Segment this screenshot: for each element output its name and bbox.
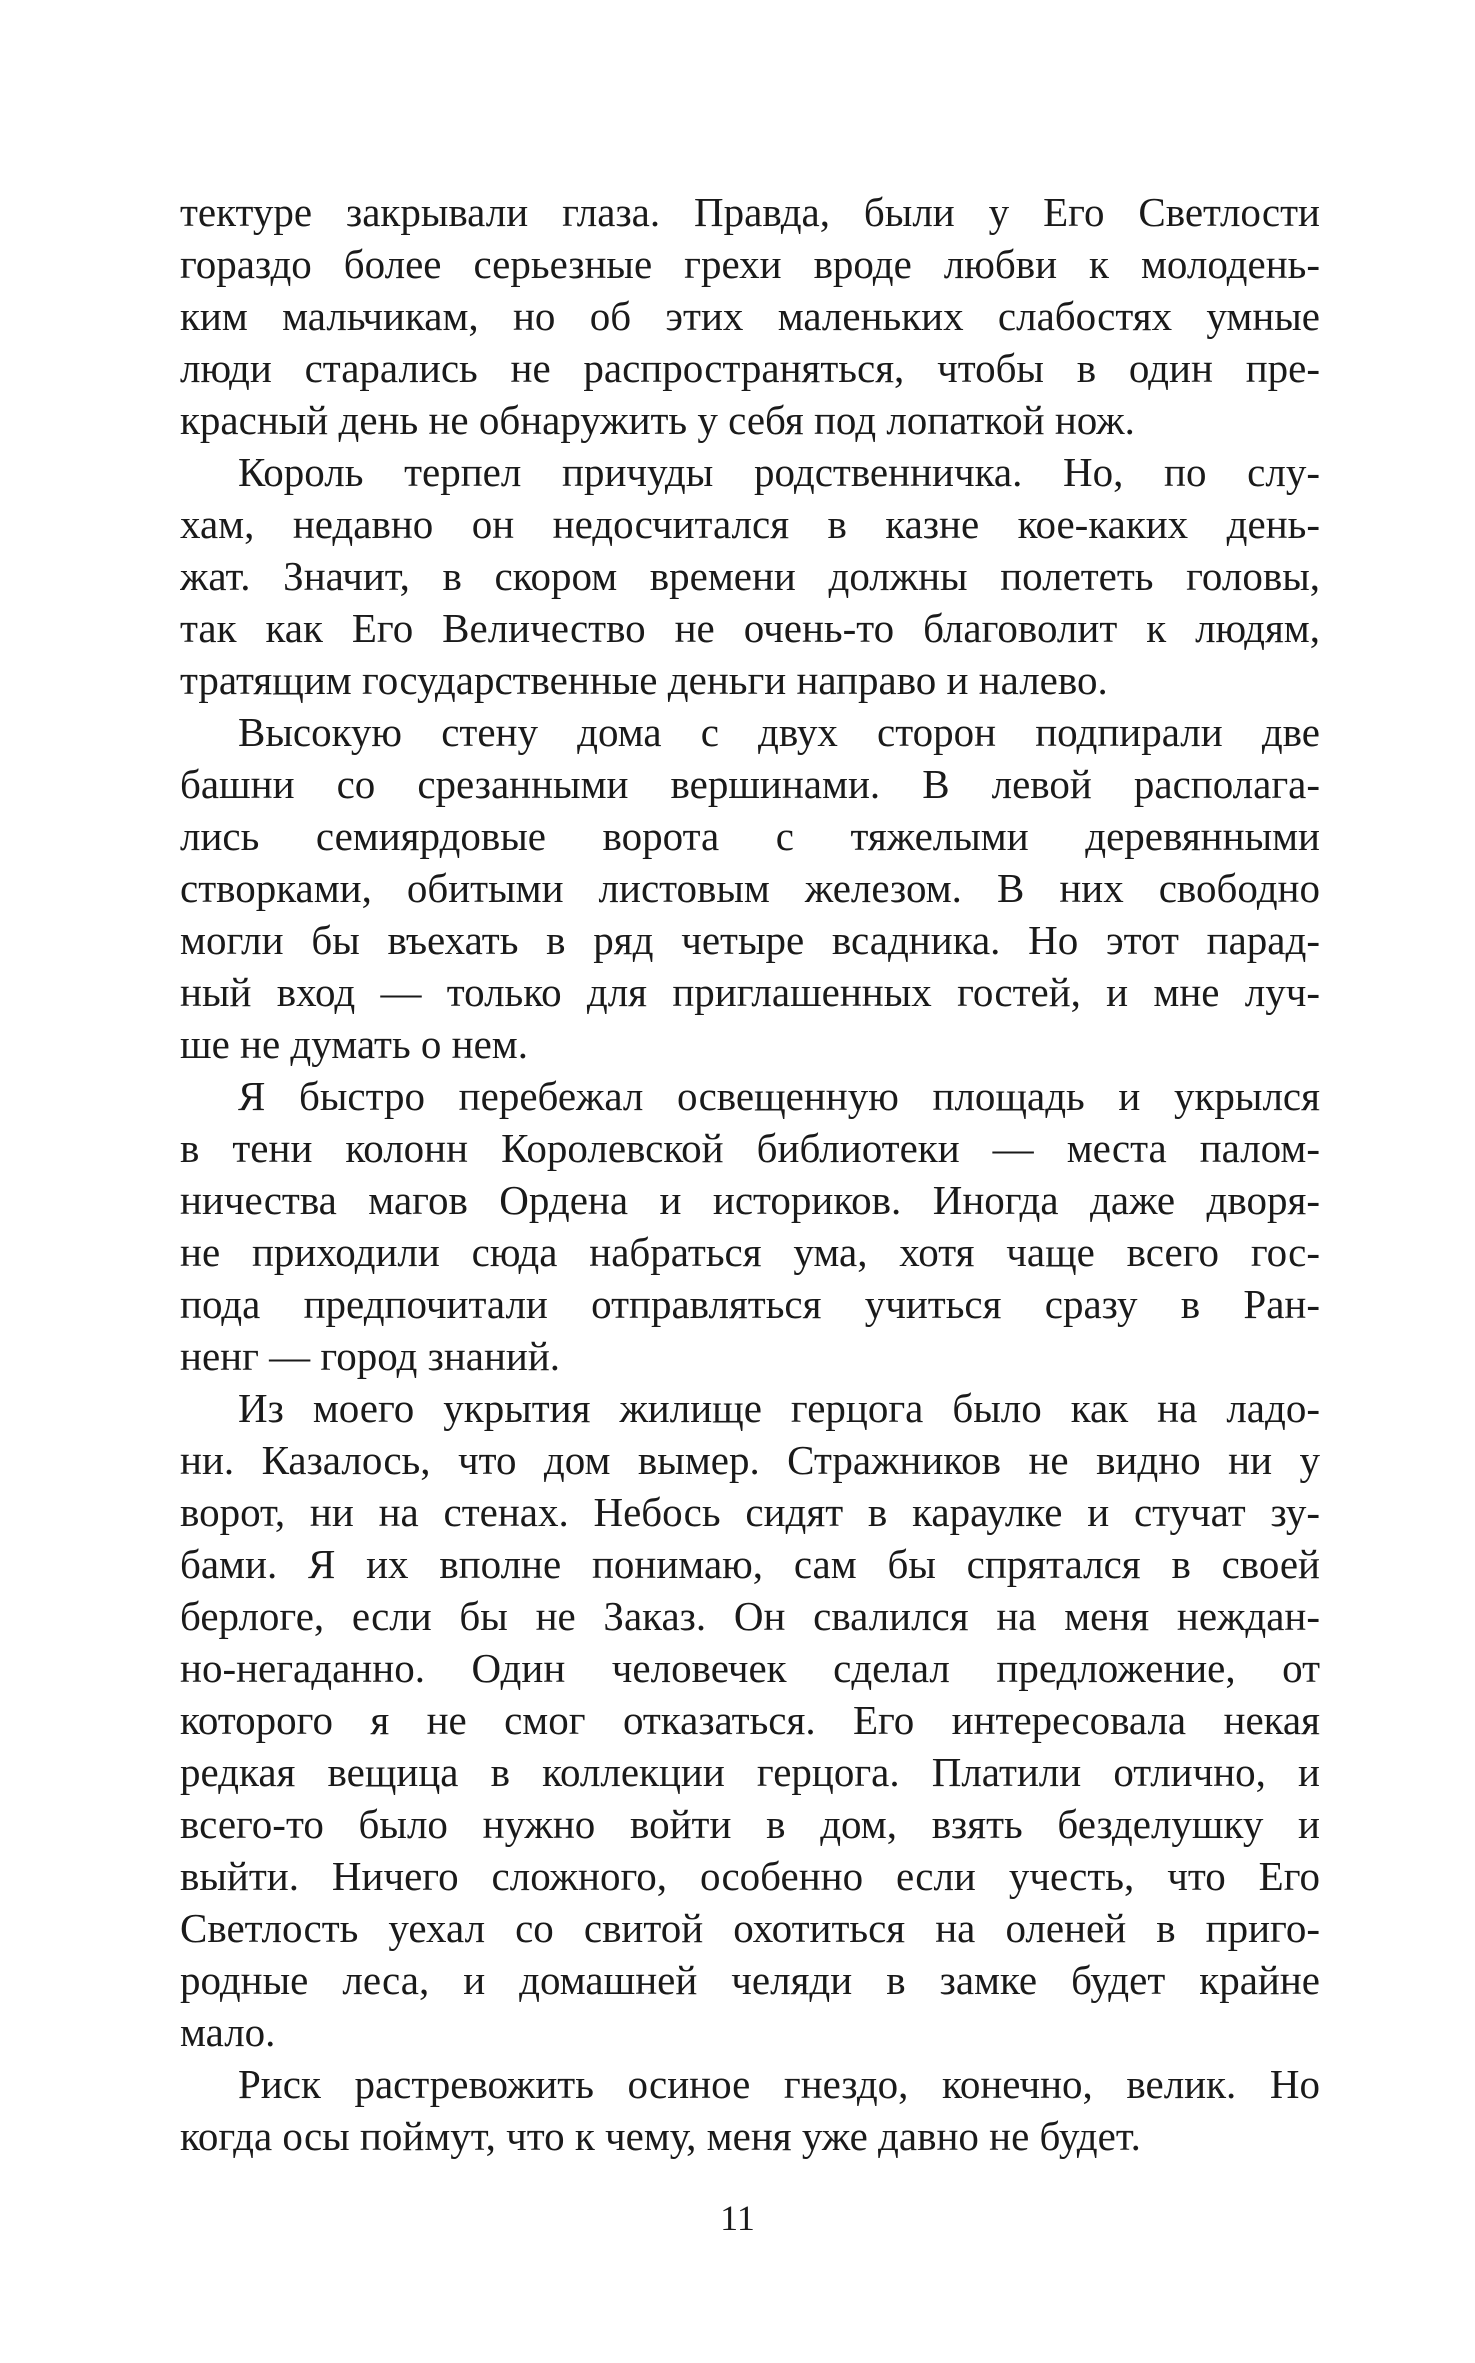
text-line: всего-то было нужно войти в дом, взять безделушку и [180, 1801, 1320, 1847]
text-line: люди старались не распространяться, чтобы в один пре- [180, 345, 1320, 391]
text-line: хам, недавно он недосчитался в казне кое-каких день- [180, 501, 1320, 547]
text-line: жат. Значит, в скором времени должны полететь головы, [180, 553, 1320, 599]
text-line: в тени колонн Королевской библиотеки — места палом- [180, 1125, 1320, 1171]
text-line: когда осы поймут, что к чему, меня уже давно не будет. [180, 2113, 1141, 2159]
page-number: 11 [720, 2198, 755, 2238]
text-line: створками, обитыми листовым железом. В них свободно [180, 865, 1320, 911]
text-line: Риск растревожить осиное гнездо, конечно, велик. Но [238, 2061, 1320, 2107]
paragraph [180, 706, 1320, 1070]
paragraph [180, 2058, 1320, 2162]
text-line: редкая вещица в коллекции герцога. Платили отлично, и [180, 1749, 1320, 1795]
text-line: не приходили сюда набраться ума, хотя чаще всего гос- [180, 1229, 1320, 1275]
text-line: Я быстро перебежал освещенную площадь и укрылся [238, 1073, 1320, 1119]
text-line: которого я не смог отказаться. Его интересовала некая [180, 1697, 1320, 1743]
text-line: но-негаданно. Один человечек сделал предложение, от [180, 1645, 1320, 1691]
text-line: так как Его Величество не очень-то благоволит к людям, [180, 605, 1320, 651]
text-line: выйти. Ничего сложного, особенно если учесть, что Его [180, 1853, 1320, 1899]
text-line: ни. Казалось, что дом вымер. Стражников не видно ни у [180, 1437, 1320, 1483]
paragraph [180, 446, 1320, 706]
text-line: Светлость уехал со свитой охотиться на оленей в приго- [180, 1905, 1320, 1951]
text-line: мало. [180, 2009, 276, 2055]
paragraph [180, 186, 1320, 446]
text-line: ничества магов Ордена и историков. Иногда даже дворя- [180, 1177, 1320, 1223]
text-line: ненг — город знаний. [180, 1333, 561, 1379]
text-line: ким мальчикам, но об этих маленьких слабостях умные [180, 293, 1320, 339]
text-line: родные леса, и домашней челяди в замке будет крайне [180, 1957, 1320, 2003]
text-line: Высокую стену дома с двух сторон подпирали две [238, 709, 1320, 755]
text-line: тектуре закрывали глаза. Правда, были у Его Светлости [180, 189, 1320, 235]
page-text [180, 186, 1320, 2162]
text-line: Из моего укрытия жилище герцога было как на ладо- [238, 1385, 1320, 1431]
text-line: ворот, ни на стенах. Небось сидят в караулке и стучат зу- [180, 1489, 1320, 1535]
text-line: пода предпочитали отправляться учиться сразу в Ран- [180, 1281, 1320, 1327]
text-line: тратящим государственные деньги направо и налево. [180, 657, 1108, 703]
paragraph [180, 1382, 1320, 2058]
text-line: красный день не обнаружить у себя под лопаткой нож. [180, 397, 1135, 443]
text-line: берлоге, если бы не Заказ. Он свалился на меня неждан- [180, 1593, 1320, 1639]
text-line: башни со срезанными вершинами. В левой располага- [180, 761, 1320, 807]
text-line: гораздо более серьезные грехи вроде любви к молодень- [180, 241, 1320, 287]
text-line: могли бы въехать в ряд четыре всадника. Но этот парад- [180, 917, 1320, 963]
text-line: бами. Я их вполне понимаю, сам бы спрятался в своей [180, 1541, 1320, 1587]
text-line: лись семиярдовые ворота с тяжелыми деревянными [180, 813, 1320, 859]
text-line: ше не думать о нем. [180, 1021, 528, 1067]
paragraph [180, 1070, 1320, 1382]
text-line: ный вход — только для приглашенных гостей, и мне луч- [180, 969, 1320, 1015]
text-line: Король терпел причуды родственничка. Но, по слу- [238, 449, 1320, 495]
